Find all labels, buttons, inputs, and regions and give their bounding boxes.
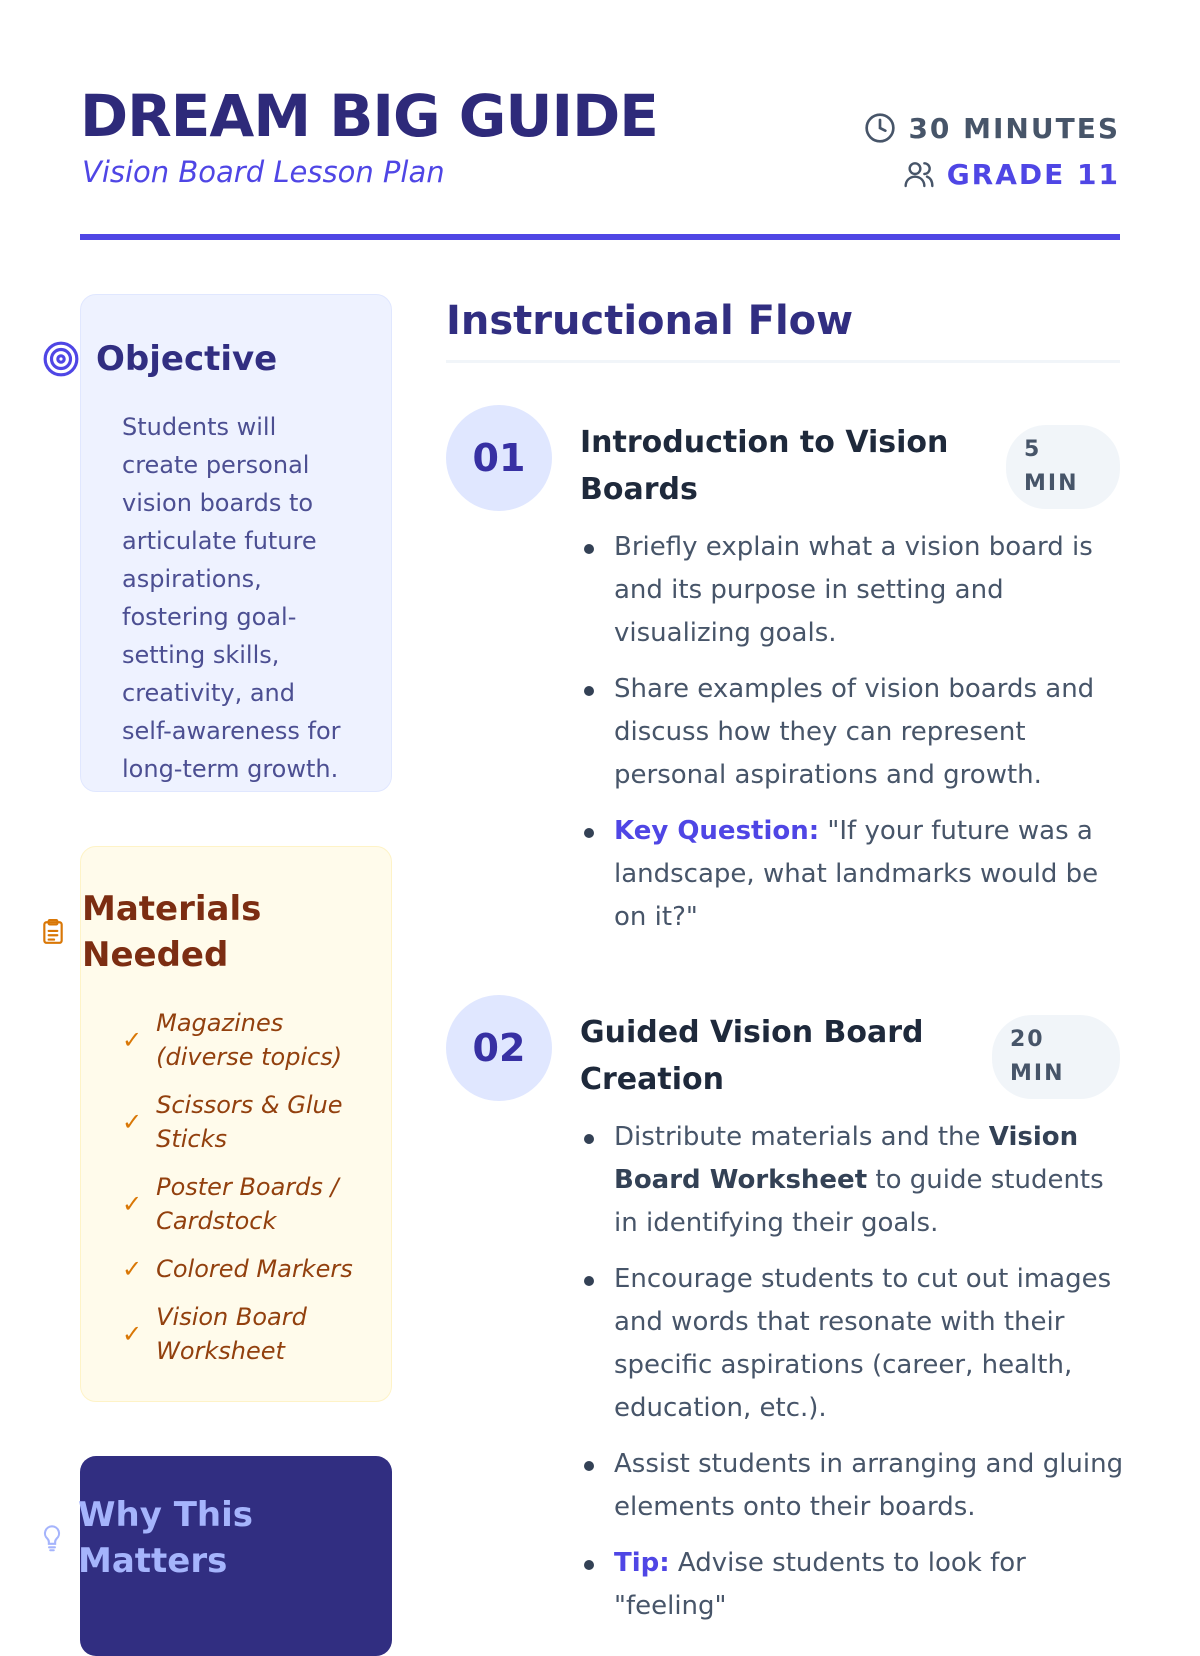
materials-list — [122, 1006, 362, 1382]
duration-info — [864, 105, 1120, 151]
check-icon: ✓ — [122, 1320, 143, 1348]
list-item — [122, 1006, 362, 1074]
list-item — [122, 1300, 362, 1368]
clipboard-icon — [42, 919, 64, 945]
list-item — [122, 1088, 362, 1156]
objective-heading: Objective — [96, 339, 278, 379]
list-item — [122, 1252, 362, 1286]
objective-heading-row — [42, 336, 277, 382]
flow-divider — [446, 360, 1120, 363]
target-icon — [42, 340, 80, 378]
objective-text: Students will create personal vision boards to articulate future aspirations, fostering goal-setting skills, creativity, and self-awareness for long-term growth. — [122, 413, 341, 783]
why-heading-row — [42, 1492, 278, 1584]
material-label: Magazines (diverse topics) — [156, 1009, 343, 1071]
page-header — [80, 80, 1120, 240]
tip-text: Advise students to look for "feeling" — [614, 1548, 1026, 1621]
material-label: Poster Boards / Cardstock — [156, 1173, 339, 1235]
step-title: Guided Vision Board Creation — [580, 1015, 924, 1097]
check-icon: ✓ — [122, 1190, 143, 1218]
list-item — [580, 1116, 1125, 1245]
material-label: Scissors & Glue Sticks — [156, 1091, 343, 1153]
step-bullets — [580, 526, 1125, 952]
flow-title: Instructional Flow — [446, 298, 854, 344]
why-heading: Why This Matters — [78, 1495, 253, 1581]
bullet-text: Distribute materials and the — [614, 1122, 989, 1152]
step-title: Introduction to Vision Boards — [580, 425, 949, 507]
clock-icon — [864, 112, 896, 144]
users-icon — [903, 158, 935, 190]
check-icon: ✓ — [122, 1026, 143, 1054]
key-question-label: Key Question: — [614, 816, 820, 846]
step-bullets — [580, 1116, 1125, 1641]
list-item — [580, 810, 1125, 939]
list-item: Share examples of vision boards and discuss how they can represent personal aspirations and growth. — [580, 668, 1125, 797]
page-title: DREAM BIG GUIDE — [80, 82, 658, 150]
material-label: Colored Markers — [156, 1255, 353, 1283]
check-icon: ✓ — [122, 1108, 143, 1136]
list-item: Encourage students to cut out images and words that resonate with their specific aspirations (career, health, education, etc.). — [580, 1258, 1125, 1430]
lesson-meta — [864, 105, 1120, 197]
check-icon: ✓ — [122, 1255, 143, 1283]
key-question-text: "If your future was a landscape, what landmarks would be on it?" — [614, 816, 1099, 932]
duration-label: 30 MINUTES — [908, 111, 1120, 145]
header-divider — [80, 234, 1120, 240]
step-number-badge: 01 — [446, 405, 552, 511]
grade-info — [864, 151, 1120, 197]
list-item: Assist students in arranging and gluing elements onto their boards. — [580, 1443, 1125, 1529]
materials-heading-row — [42, 886, 282, 978]
worksheet-emphasis: Vision Board Worksheet — [614, 1122, 1079, 1195]
lightbulb-icon — [42, 1524, 62, 1552]
list-item — [580, 1542, 1125, 1628]
tip-label: Tip: — [614, 1548, 670, 1578]
grade-label: GRADE 11 — [946, 157, 1120, 191]
material-label: Vision Board Worksheet — [156, 1303, 307, 1365]
step-number-badge: 02 — [446, 995, 552, 1101]
list-item: Briefly explain what a vision board is and its purpose in setting and visualizing goals. — [580, 526, 1125, 655]
bullet-text: to guide students in identifying their goals. — [614, 1165, 1104, 1238]
step-time-badge: 20 MIN — [992, 1015, 1120, 1099]
materials-heading: Materials Needed — [82, 889, 262, 975]
list-item — [122, 1170, 362, 1238]
page-subtitle: Vision Board Lesson Plan — [82, 155, 445, 189]
step-time-badge: 5 MIN — [1006, 425, 1120, 509]
